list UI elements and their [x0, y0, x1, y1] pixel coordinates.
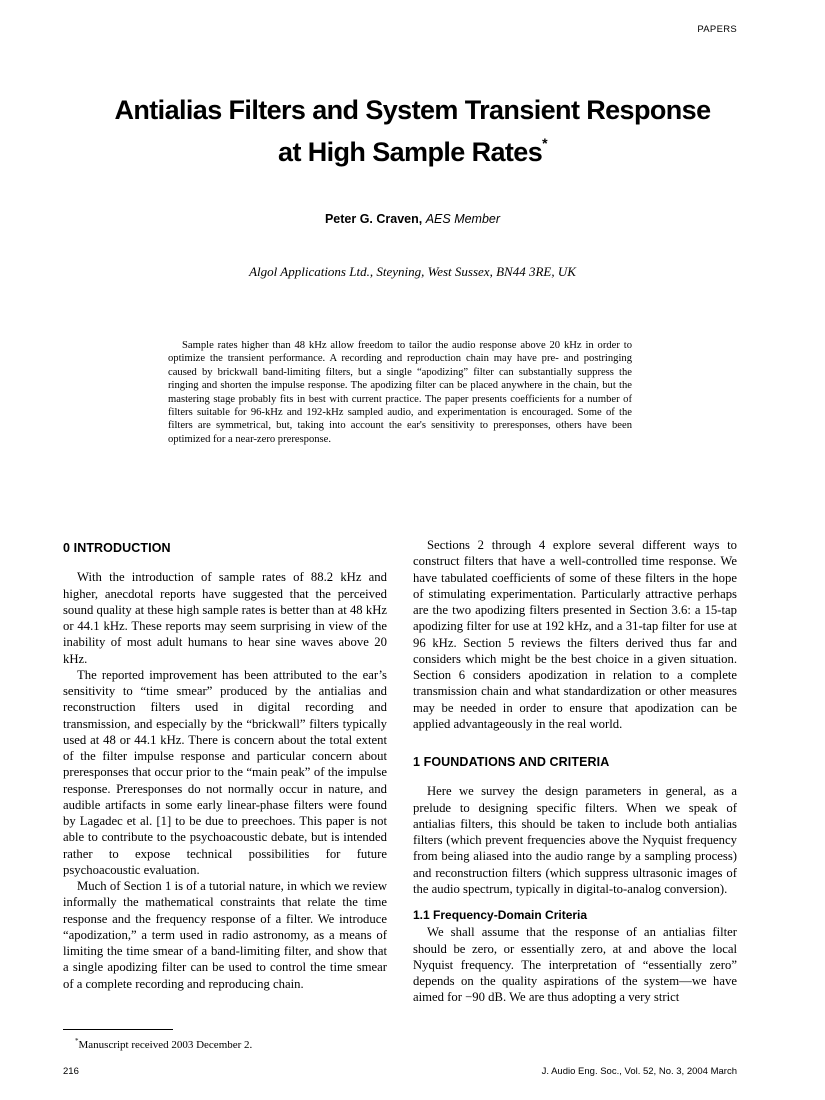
- paragraph: With the introduction of sample rates of 88.2 kHz and higher, anecdotal reports have suggested that the perceived sound quality at these high sample rates is better than at 48 kHz or 44.1 kHz. These reports may seem surprising in view of the inability of most adult humans to hear sine waves above 20 kHz.: [63, 570, 387, 666]
- running-header: PAPERS: [697, 24, 737, 35]
- author-line: [0, 212, 825, 226]
- paper-title: [60, 94, 765, 169]
- section-heading-foundations: 1 FOUNDATIONS AND CRITERIA: [413, 755, 610, 769]
- paragraph: Much of Section 1 is of a tutorial nature, in which we review informally the mathematical constraints that relate the time response and the frequency response of a filter. We introduce “apodization,” a term used in radio astronomy, as a means of limiting the time smear of a band-limiting filter, and show that a single apodizing filter can be used to control the time smear of a complete recording and reproducing chain.: [63, 879, 387, 991]
- title-line-2: at High Sample Rates: [278, 137, 543, 167]
- footnote-mark: *: [75, 1037, 79, 1045]
- paragraph: Here we survey the design parameters in general, as a prelude to designing specific filters. When we speak of antialias filters, this should be taken to include both antialias filters (which prevent frequencies above the Nyquist frequency from being aliased into the audio range by a sampling process) and reconstruction filters (which suppress ultrasonic images of the audio spectrum, typically in digital-to-analog conversion).: [413, 784, 737, 896]
- paragraph: Sections 2 through 4 explore several different ways to construct filters that have a well-controlled time response. We have tabulated coefficients of some of these filters in the hope of stimulating experimentation. Particularly attractive perhaps are the two apodizing filters presented in Section 3.6: a 15-tap apodizing filter for use at 192 kHz, and a 31-tap filter for use at 96 kHz. Section 5 reviews the filters derived thus far and considers which might be the best choice in a given situation. Section 6 considers apodization in relation to a complete transmission chain and what standardization or other measures may be needed in order to ensure that apodization can be applied advantageously in the real world.: [413, 538, 737, 731]
- paragraph: The reported improvement has been attributed to the ear’s sensitivity to “time smear” produced by the antialias and reconstruction filters used in digital recording and transmission, and especially by the “brickwall” filters typically used at 48 or 44.1 kHz. There is concern about the total extent of the filter impulse response and particular concern about preresponses that occur prior to the “main peak” of the impulse response. Preresponses do not normally occur in nature, and audible artifacts in some early linear-phase filters were found by Lagadec et al. [1] to be due to preechoes. This paper is not able to contribute to the psychoacoustic debate, but is intended rather to expose technical possibilities for future psychoacoustic evaluation.: [63, 667, 387, 877]
- author-name: Peter G. Craven,: [324, 212, 423, 226]
- author-membership: AES Member: [425, 212, 501, 226]
- journal-citation: J. Audio Eng. Soc., Vol. 52, No. 3, 2004 March: [541, 1066, 737, 1077]
- title-footnote-mark: *: [542, 135, 547, 151]
- footnote: [75, 1037, 252, 1051]
- title-line-1: Antialias Filters and System Transient Response: [114, 95, 711, 125]
- left-column: [63, 540, 387, 992]
- footnote-divider: [63, 1029, 173, 1030]
- section-heading-introduction: 0 INTRODUCTION: [63, 541, 171, 555]
- page-number: 216: [63, 1066, 79, 1077]
- paragraph: We shall assume that the response of an antialias filter should be zero, or essentially zero, at and above the local Nyquist frequency. The interpretation of “essentially zero” depends on the quality aspirations of the system—we have aimed for −90 dB. We are thus adopting a very strict: [413, 925, 737, 1005]
- abstract: Sample rates higher than 48 kHz allow freedom to tailor the audio response above 20 kHz in order to optimize the transient performance. A recording and reproduction chain may have pre- and postringing caused by brickwall band-limiting filters, but a single “apodizing” filter can substantially suppress the ringing and shorten the impulse response. The apodizing filter can be placed anywhere in the chain, but the mastering stage probably fits in best with current practice. The paper presents coefficients for a number of filters suitable for 96-kHz and 192-kHz sampled audio, and experimentation is encouraged. Some of the filters are symmetrical, but, taking into account the ear's sensitivity to preresponses, others have been optimized for a near-zero preresponse.: [168, 340, 632, 445]
- affiliation: Algol Applications Ltd., Steyning, West Sussex, BN44 3RE, UK: [249, 264, 576, 279]
- subsection-heading-frequency-domain: 1.1 Frequency-Domain Criteria: [413, 908, 588, 922]
- right-column: [413, 537, 737, 1006]
- footnote-text: Manuscript received 2003 December 2.: [78, 1039, 253, 1051]
